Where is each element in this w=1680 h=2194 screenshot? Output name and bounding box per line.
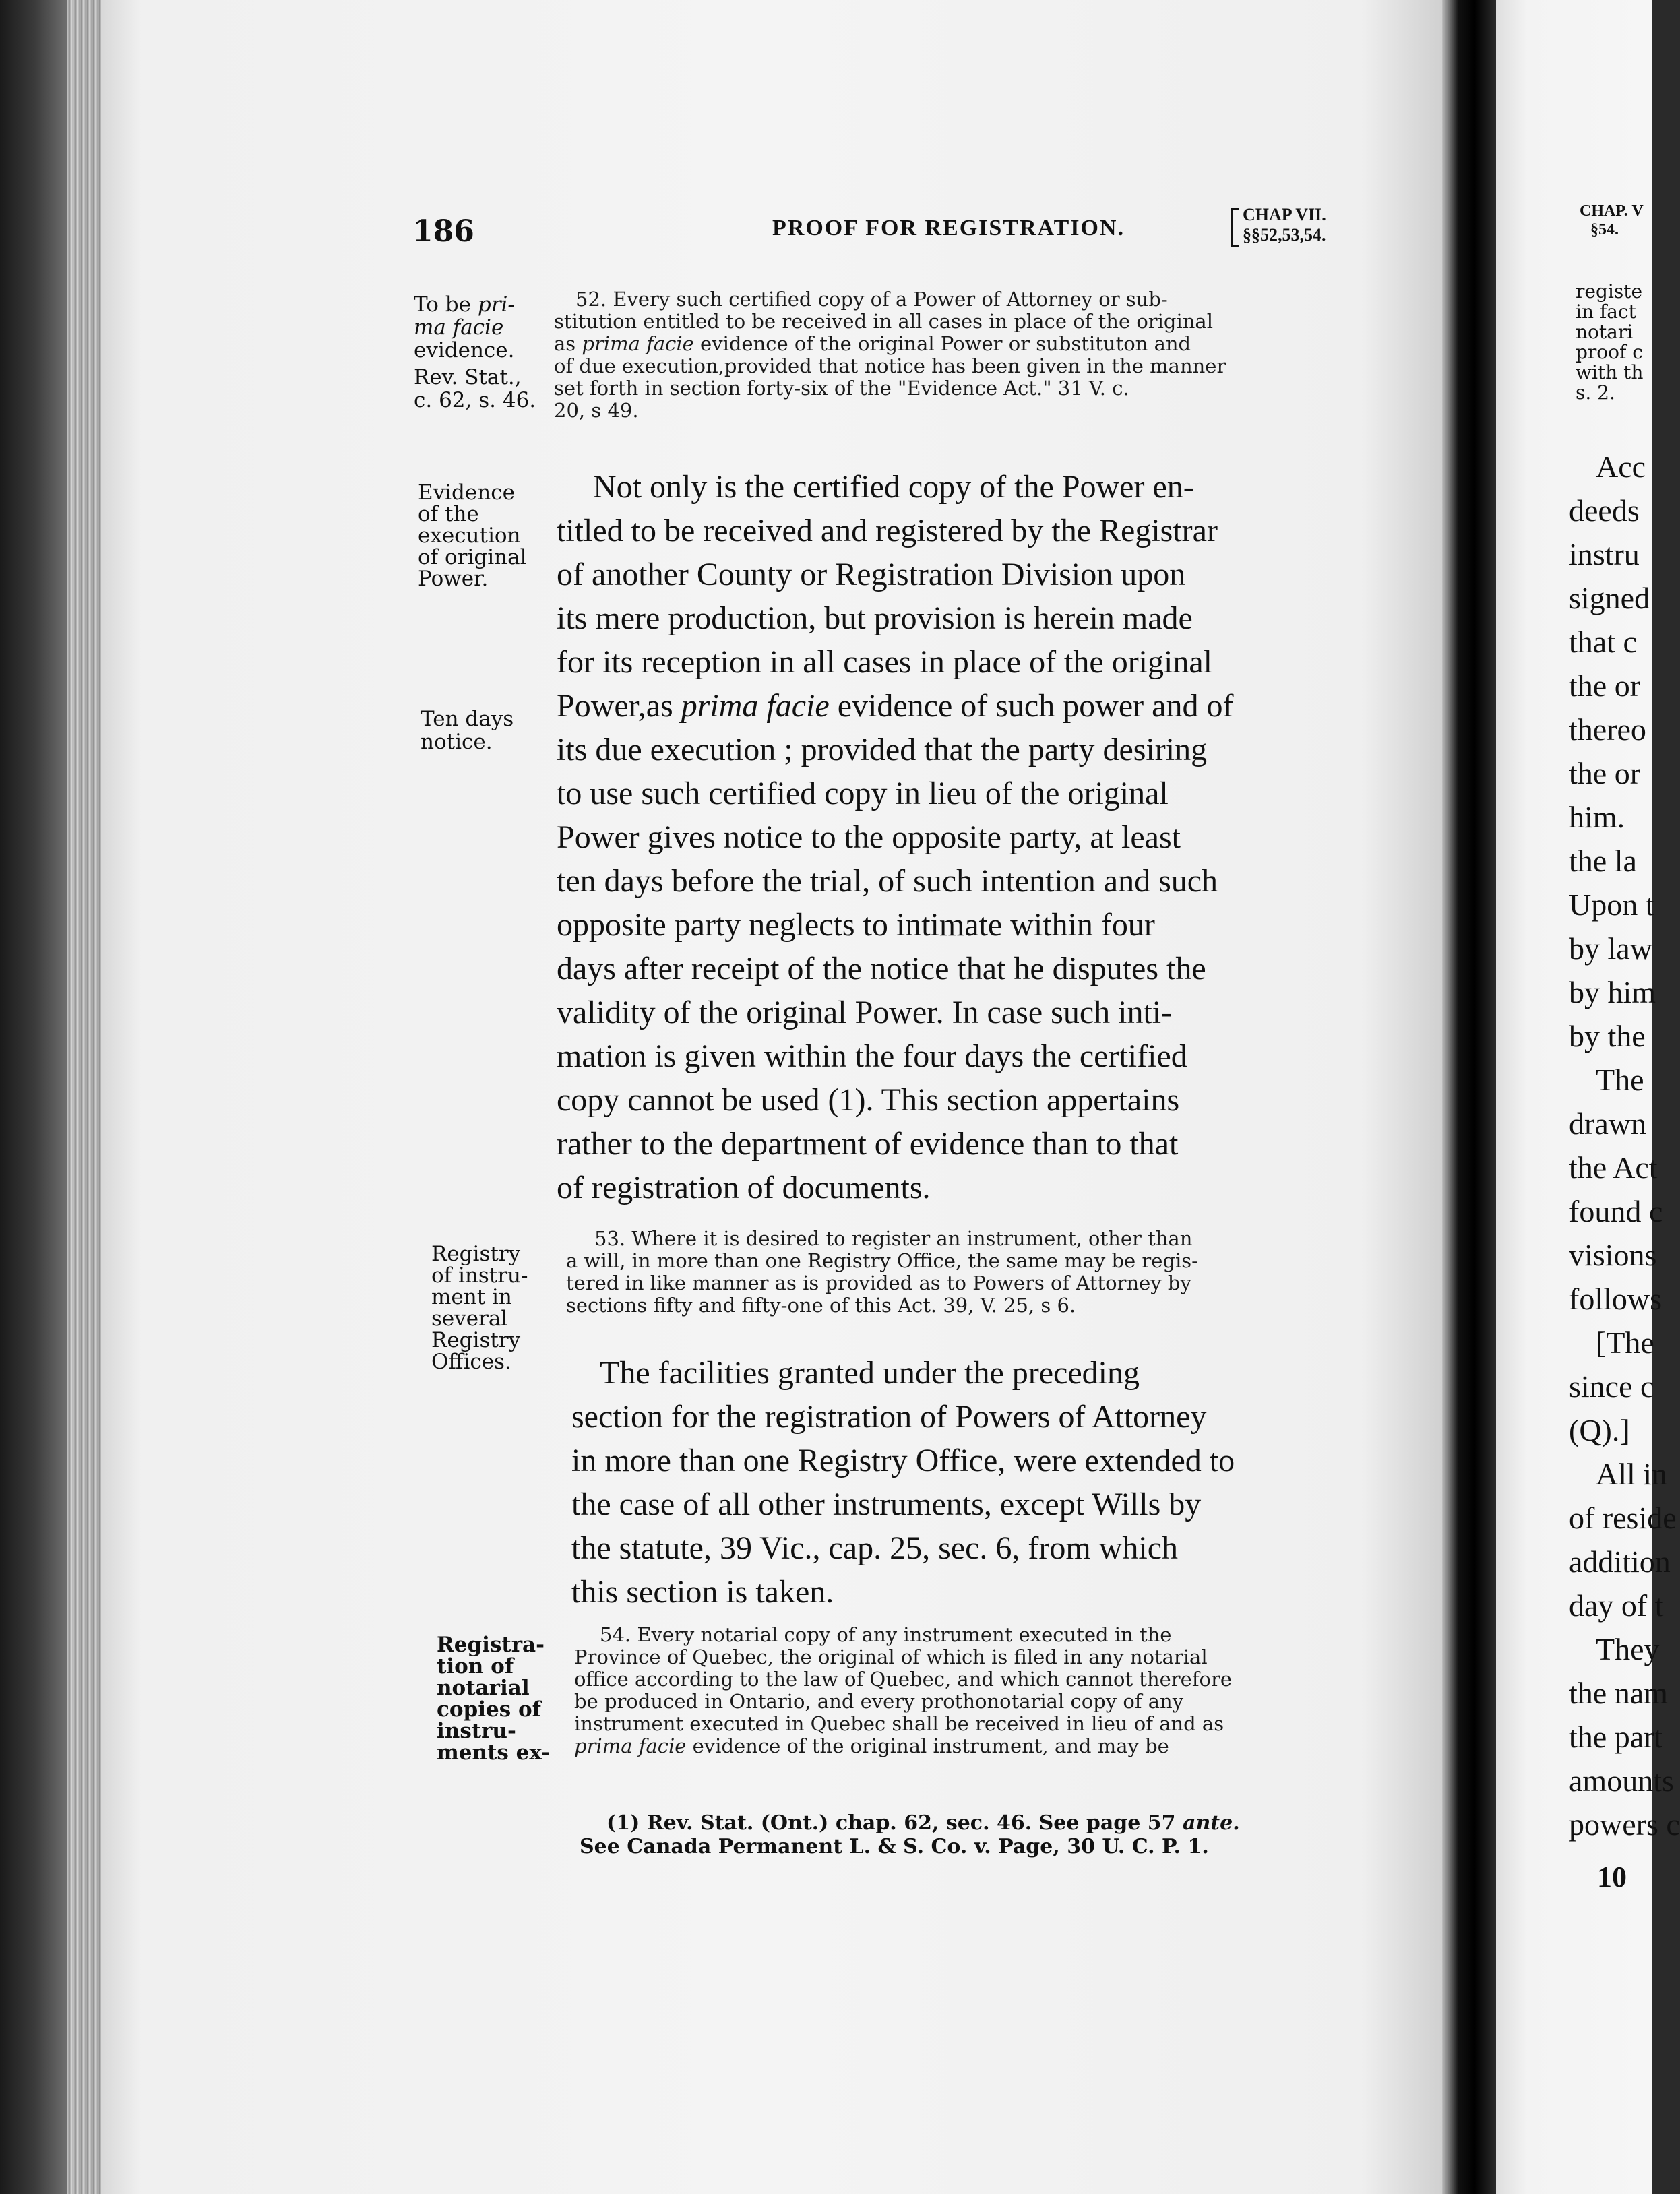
commentary-52 (557, 465, 1233, 1210)
margin-line: ma facie (414, 315, 504, 340)
facing-line: visions (1569, 1238, 1657, 1272)
facing-line: amounts (1569, 1763, 1674, 1798)
running-title: PROOF FOR REGISTRATION. (772, 216, 1125, 241)
section-53-text (566, 1228, 1198, 1317)
margin-note-notarial (437, 1634, 550, 1763)
facing-line: They (1596, 1632, 1660, 1666)
facing-line: day of t (1569, 1588, 1664, 1623)
commentary-line: mation is given within the four days the certified (557, 1038, 1187, 1074)
facing-small-text (1576, 282, 1643, 403)
facing-line: in fact (1576, 301, 1636, 323)
commentary-line: to use such certified copy in lieu of the original (557, 776, 1169, 811)
statute-line: as prima facie evidence of the original Power or substituton and (554, 332, 1191, 355)
facing-line: notari (1576, 321, 1634, 343)
margin-line: Offices. (431, 1350, 511, 1374)
commentary-line: of registration of documents. (557, 1170, 931, 1205)
facing-line: drawn (1569, 1106, 1646, 1141)
margin-note-ten-days (421, 708, 514, 753)
margin-line: Ten days (421, 707, 514, 731)
statute-line: 53. Where it is desired to register an instrument, other than (594, 1227, 1193, 1250)
commentary-line: its mere production, but provision is herein made (557, 600, 1193, 636)
footnote-line: (1) Rev. Stat. (Ont.) chap. 62, sec. 46. See page 57 ante. (606, 1811, 1240, 1835)
facing-section-label: §54. (1590, 221, 1619, 239)
margin-line: of original (418, 545, 527, 569)
facing-line: thereo (1569, 712, 1646, 747)
margin-line: To be pri- (414, 292, 515, 317)
facing-line: the Act (1569, 1150, 1658, 1185)
statute-line: 54. Every notarial copy of any instrument executed in the (600, 1623, 1172, 1646)
section-range: §§52,53,54. (1243, 225, 1326, 245)
margin-line: evidence. (414, 338, 515, 363)
margin-line: copies of (437, 1697, 541, 1722)
facing-line: proof c (1576, 341, 1643, 363)
facing-line: All in (1596, 1457, 1668, 1491)
facing-line: Upon t (1569, 887, 1654, 922)
margin-line: Registra- (437, 1633, 545, 1657)
statute-line: sections fifty and fifty-one of this Act. 39, V. 25, s 6. (566, 1294, 1076, 1317)
statute-line: tered in like manner as is provided as to Powers of Attorney by (566, 1272, 1191, 1294)
commentary-line: titled to be received and registered by the Registrar (557, 513, 1218, 548)
margin-note-evidence (418, 482, 527, 590)
margin-line: notice. (421, 730, 493, 754)
commentary-line: the statute, 39 Vic., cap. 25, sec. 6, from which (571, 1530, 1178, 1566)
margin-line: Registry (431, 1242, 521, 1266)
facing-line: (Q).] (1569, 1413, 1630, 1447)
facing-page (1496, 0, 1680, 2194)
section-54-text (574, 1624, 1232, 1757)
statute-line: office according to the law of Quebec, and which cannot therefore (574, 1668, 1233, 1691)
facing-line: the part (1569, 1720, 1663, 1754)
statute-line: Province of Quebec, the original of which is filed in any notarial (574, 1646, 1208, 1668)
commentary-line: the case of all other instruments, except Wills by (571, 1486, 1202, 1522)
facing-line: that c (1569, 625, 1637, 659)
facing-line: the nam (1569, 1676, 1668, 1710)
margin-line: ments ex- (437, 1741, 551, 1765)
margin-line: execution (418, 524, 521, 548)
statute-line: 52. Every such certified copy of a Power of Attorney or sub- (575, 288, 1168, 311)
margin-line: tion of (437, 1654, 514, 1679)
commentary-line: validity of the original Power. In case such inti- (557, 995, 1173, 1030)
commentary-line: Power gives notice to the opposite party, at least (557, 819, 1181, 855)
facing-line: The (1596, 1063, 1644, 1097)
facing-line: s. 2. (1576, 381, 1615, 404)
commentary-line: Power,as prima facie evidence of such power and of (557, 688, 1234, 724)
facing-large-text (1569, 445, 1680, 1846)
statute-line: be produced in Ontario, and every prothonotarial copy of any (574, 1690, 1184, 1713)
margin-line: Power. (418, 567, 489, 591)
margin-line: Registry (431, 1328, 521, 1352)
margin-note-registry (431, 1243, 528, 1373)
commentary-line: this section is taken. (571, 1574, 834, 1610)
commentary-line: The facilities granted under the preceding (600, 1355, 1140, 1391)
margin-line: Rev. Stat., (414, 365, 522, 389)
section-52-text (554, 288, 1226, 422)
facing-line: [The (1596, 1325, 1654, 1360)
margin-line: ment in (431, 1285, 512, 1309)
facing-line: by law (1569, 931, 1652, 966)
commentary-53 (571, 1351, 1235, 1614)
commentary-line: ten days before the trial, of such intention and such (557, 863, 1218, 899)
facing-line: the la (1569, 844, 1637, 878)
margin-line: notarial (437, 1676, 530, 1700)
commentary-line: of another County or Registration Division upon (557, 557, 1186, 592)
statute-line: prima facie evidence of the original instrument, and may be (574, 1734, 1169, 1757)
facing-line: found c (1569, 1194, 1663, 1228)
book-gutter (1442, 0, 1496, 2194)
facing-line: him. (1569, 800, 1625, 834)
facing-line: since c (1569, 1369, 1654, 1404)
statute-line: instrument executed in Quebec shall be received in lieu of and as (574, 1712, 1224, 1735)
facing-line: the or (1569, 668, 1641, 703)
chapter-label: CHAP VII. (1243, 205, 1326, 224)
margin-line: of the (418, 502, 479, 526)
facing-line: signed (1569, 581, 1650, 615)
statute-line: stitution entitled to be received in all cases in place of the original (554, 310, 1213, 333)
footnote (580, 1811, 1240, 1858)
commentary-line: Not only is the certified copy of the Power en- (593, 469, 1194, 505)
facing-line: deeds (1569, 493, 1640, 528)
facing-chapter-label: CHAP. V (1580, 202, 1644, 220)
commentary-line: for its reception in all cases in place of the original (557, 644, 1212, 680)
facing-page-footer: 10 (1597, 1860, 1627, 1893)
facing-line: with th (1576, 361, 1644, 383)
facing-line: instru (1569, 537, 1640, 571)
facing-line: by the (1569, 1019, 1646, 1053)
statute-line: 20, s 49. (554, 399, 639, 422)
margin-line: instru- (437, 1719, 516, 1743)
commentary-line: in more than one Registry Office, were extended to (571, 1443, 1235, 1478)
facing-line: of reside (1569, 1501, 1677, 1535)
statute-line: set forth in section forty-six of the "Evidence Act." 31 V. c. (554, 377, 1129, 400)
facing-line: addition (1569, 1544, 1671, 1579)
facing-line: by him (1569, 975, 1656, 1009)
commentary-line: copy cannot be used (1). This section appertains (557, 1082, 1180, 1118)
header-bracket (1231, 208, 1239, 247)
commentary-line: rather to the department of evidence than to that (557, 1126, 1179, 1162)
facing-line: registe (1576, 280, 1643, 303)
facing-line: powers c (1569, 1807, 1680, 1842)
margin-line: several (431, 1307, 508, 1331)
commentary-line: its due execution ; provided that the party desiring (557, 732, 1208, 767)
margin-line: of instru- (431, 1263, 528, 1288)
page-number: 186 (412, 214, 474, 249)
footnote-line: See Canada Permanent L. & S. Co. v. Page, 30 U. C. P. 1. (580, 1835, 1209, 1858)
facing-line: follows (1569, 1282, 1662, 1316)
margin-line: c. 62, s. 46. (414, 388, 536, 412)
statute-line: a will, in more than one Registry Office, the same may be regis- (566, 1249, 1198, 1272)
margin-note-prima-facie (414, 293, 536, 412)
facing-line: Acc (1596, 449, 1646, 484)
statute-line: of due execution,provided that notice has been given in the manner (554, 354, 1226, 377)
commentary-line: opposite party neglects to intimate within four (557, 907, 1155, 943)
commentary-line: days after receipt of the notice that he disputes the (557, 951, 1206, 986)
facing-line: the or (1569, 756, 1641, 790)
margin-line: Evidence (418, 480, 515, 505)
commentary-line: section for the registration of Powers of Attorney (571, 1399, 1207, 1435)
